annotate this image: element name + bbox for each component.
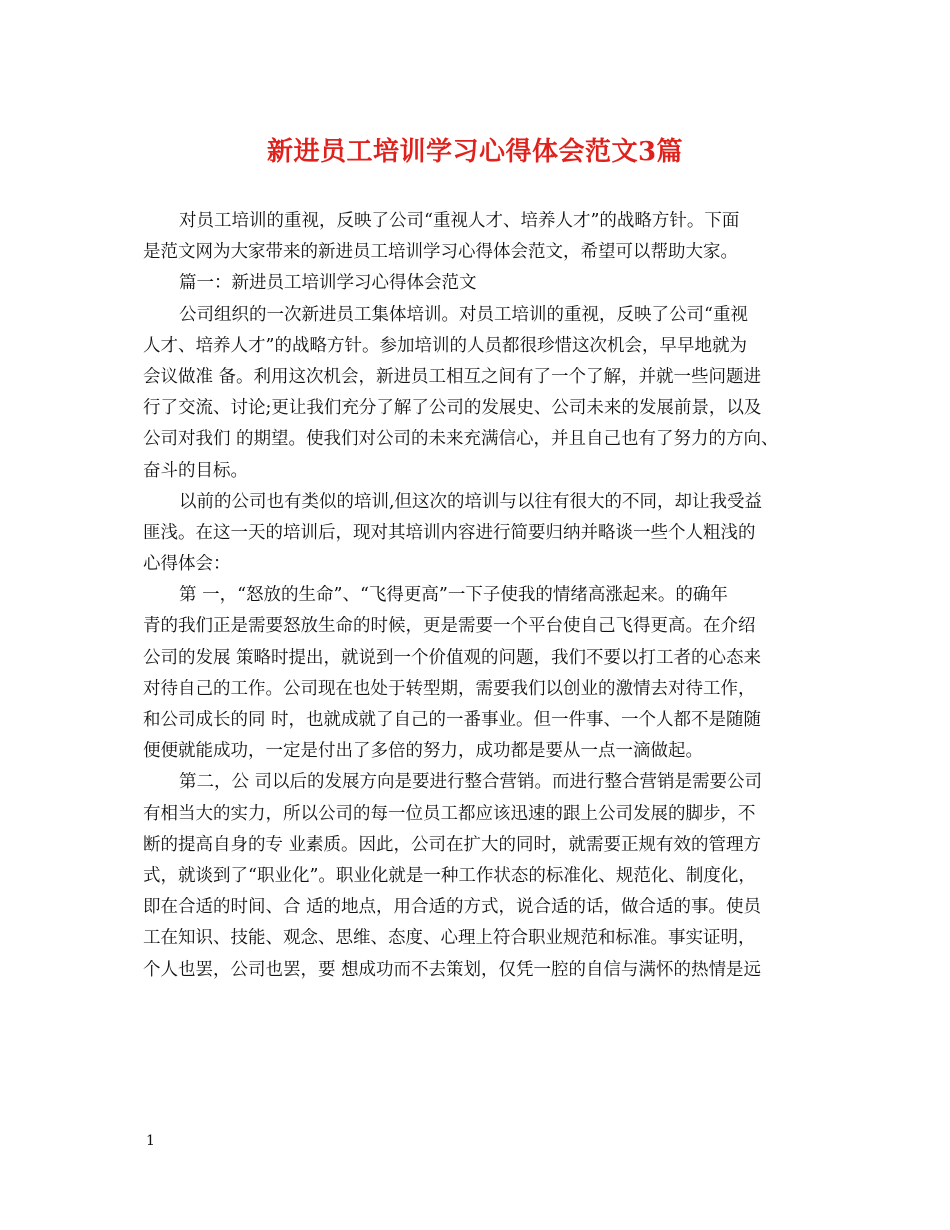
text-line: 和公司成长的同 时，也就成就了自己的一番事业。但一件事、一个人都不是随随 [143, 710, 762, 730]
text-line: 对员工培训的重视，反映了公司“重视人才、培养人才”的战略方针。下面 [179, 211, 740, 231]
text-line: 公司对我们 的期望。使我们对公司的未来充满信心，并且自己也有了努力的方向、 [143, 429, 779, 450]
text-line: 即在合适的时间、合 适的地点，用合适的方式，说合适的话，做合适的事。使员 [143, 897, 762, 918]
section-heading: 篇一：新进员工培训学习心得体会范文 [179, 273, 477, 294]
document-body [143, 206, 823, 986]
text-line: 对待自己的工作。公司现在也处于转型期，需要我们以创业的激情去对待工作， [143, 678, 756, 699]
text-line: 奋斗的目标。 [143, 460, 248, 481]
text-line: 人才、培养人才”的战略方针。参加培训的人员都很珍惜这次机会，早早地就为 [143, 335, 747, 356]
text-line: 有相当大的实力，所以公司的每一位员工都应该迅速的跟上公司发展的脚步，不 [143, 803, 756, 824]
text-line: 心得体会： [143, 554, 231, 575]
text-line: 行了交流、讨论;更让我们充分了解了公司的发展史、公司未来的发展前景，以及 [143, 398, 762, 419]
text-line: 式，就谈到了“职业化”。职业化就是一种工作状态的标准化、规范化、制度化， [143, 865, 756, 886]
text-line: 公司组织的一次新进员工集体培训。对员工培训的重视，反映了公司“重视 [179, 304, 748, 325]
text-line: 会议做准 备。利用这次机会，新进员工相互之间有了一个了解，并就一些问题进 [143, 366, 762, 387]
text-line: 是范文网为大家带来的新进员工培训学习心得体会范文，希望可以帮助大家。 [143, 242, 738, 263]
text-line: 以前的公司也有类似的培训,但这次的培训与以往有很大的不同，却让我受益 [179, 491, 763, 512]
text-line: 匪浅。在这一天的培训后，现对其培训内容进行简要归纳并略谈一些个人粗浅的 [143, 522, 756, 543]
page-number: 1 [146, 1133, 155, 1149]
text-line: 便便就能成功，一定是付出了多倍的努力，成功都是要从一点一滴做起。 [143, 741, 703, 762]
text-line: 断的提高自身的专 业素质。因此，公司在扩大的同时，就需要正规有效的管理方 [143, 834, 762, 855]
document-title: 新进员工培训学习心得体会范文3篇 [266, 137, 684, 167]
text-line: 第二，公 司以后的发展方向是要进行整合营销。而进行整合营销是需要公司 [179, 772, 763, 793]
text-line: 公司的发展 策略时提出，就说到一个价值观的问题，我们不要以打工者的心态来 [143, 647, 762, 668]
text-line: 第 一，“怒放的生命”、“飞得更高”一下子使我的情绪高涨起来。的确年 [179, 585, 728, 606]
text-line: 个人也罢，公司也罢，要 想成功而不去策划，仅凭一腔的自信与满怀的热情是远 [143, 959, 762, 980]
text-line: 青的我们正是需要怒放生命的时候，更是需要一个平台使自己飞得更高。在介绍 [143, 616, 756, 637]
text-line: 工在知识、技能、观念、思维、态度、心理上符合职业规范和标准。事实证明， [143, 928, 756, 949]
